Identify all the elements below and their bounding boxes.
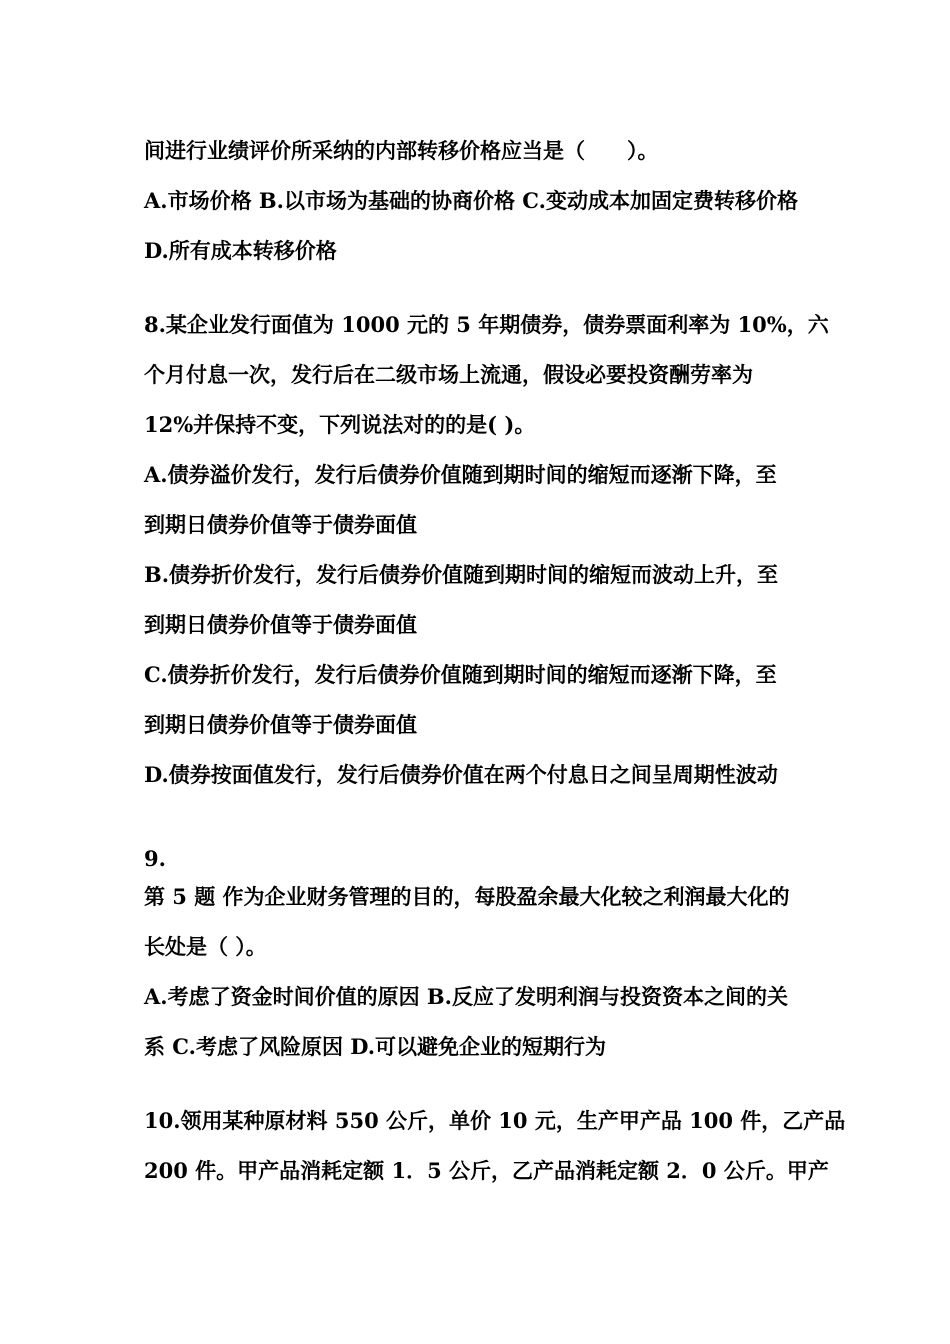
q9-number: 9. [144,846,166,871]
q10-stem-line-2: 200 件。甲产品消耗定额 1．5 公斤，乙产品消耗定额 2．0 公斤。甲产 [144,1158,829,1183]
q8-stem-line-3: 12%并保持不变，下列说法对的的是( )。 [144,412,536,437]
q8-option-d: D.债券按面值发行，发行后债券价值在两个付息日之间呈周期性波动 [144,762,778,787]
q9-options-line-1: A.考虑了资金时间价值的原因 B.反应了发明利润与投资资本之间的关 [144,984,788,1009]
q9-stem-line-1: 第 5 题 作为企业财务管理的目的，每股盈余最大化较之利润最大化的 [144,884,790,909]
q9-options-line-2: 系 C.考虑了风险原因 D.可以避免企业的短期行为 [144,1034,607,1059]
q8-option-a-line-1: A.债券溢价发行，发行后债券价值随到期时间的缩短而逐渐下降，至 [144,462,777,487]
q8-stem-line-1: 8.某企业发行面值为 1000 元的 5 年期债券，债券票面利率为 10%，六 [144,312,829,337]
q8-option-c-line-2: 到期日债券价值等于债券面值 [144,712,417,737]
q8-option-b-line-2: 到期日债券价值等于债券面值 [144,612,417,637]
q8-option-c-line-1: C.债券折价发行，发行后债券价值随到期时间的缩短而逐渐下降，至 [144,662,777,687]
q7-options-line: A.市场价格 B.以市场为基础的协商价格 C.变动成本加固定费转移价格 [144,188,798,213]
q8-option-a-line-2: 到期日债券价值等于债券面值 [144,512,417,537]
q7-option-d: D.所有成本转移价格 [144,238,337,263]
q8-option-b-line-1: B.债券折价发行，发行后债券价值随到期时间的缩短而波动上升，至 [144,562,779,587]
q9-stem-line-2: 长处是（ ）。 [144,934,267,959]
q7-stem-line: 间进行业绩评价所采纳的内部转移价格应当是（ ）。 [144,138,659,163]
q8-stem-line-2: 个月付息一次，发行后在二级市场上流通，假设必要投资酬劳率为 [144,362,753,387]
q10-stem-line-1: 10.领用某种原材料 550 公斤，单价 10 元，生产甲产品 100 件，乙产品 [144,1108,846,1133]
